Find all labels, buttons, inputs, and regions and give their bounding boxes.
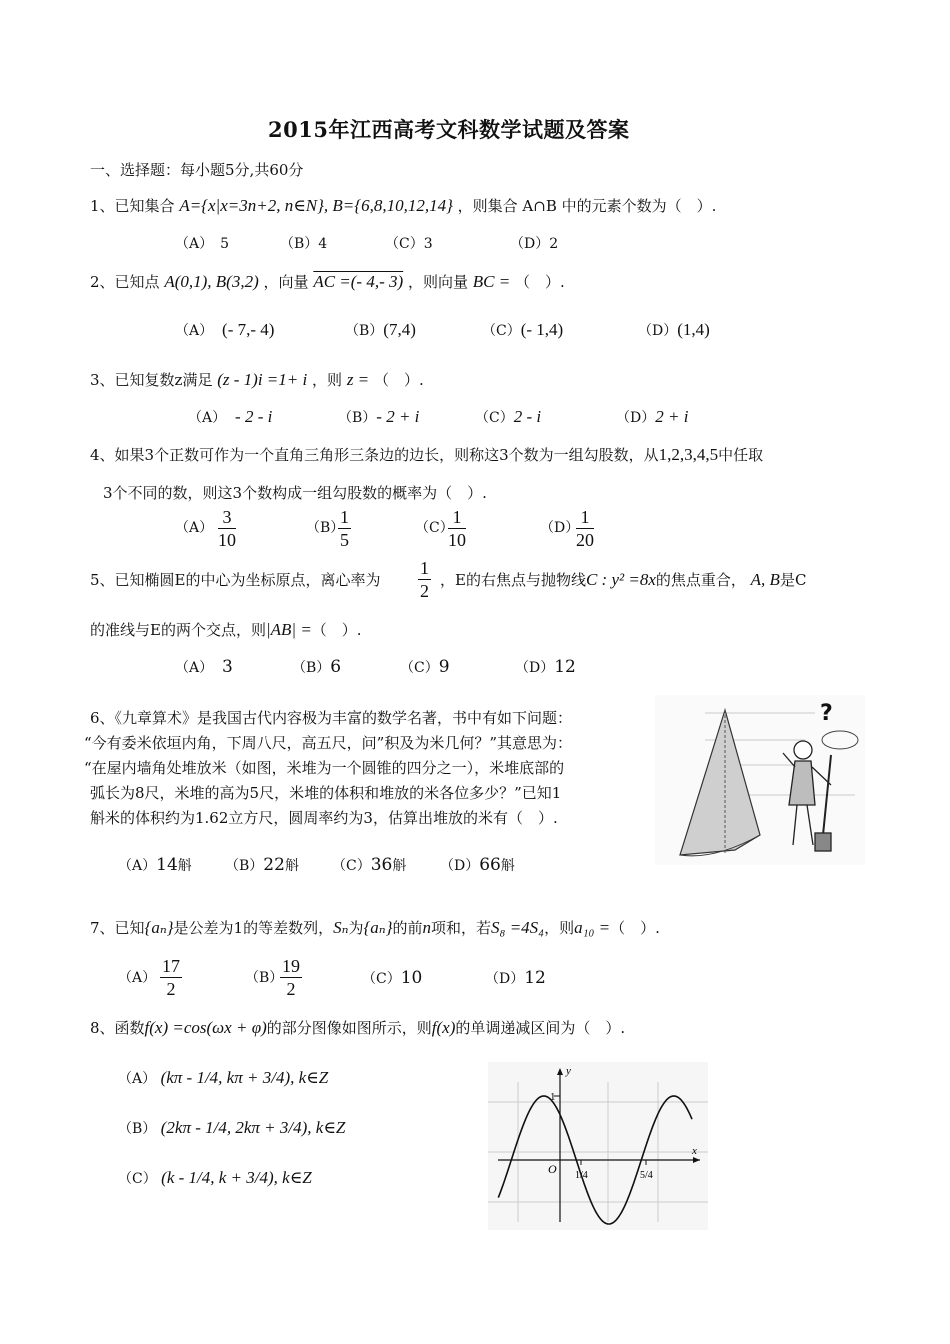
q7-option-a-label: （A）	[118, 970, 157, 986]
q4-option-a-label: （A）	[175, 520, 214, 536]
x-axis-label: x	[692, 1145, 697, 1157]
q1-option-a: （A） 5	[175, 236, 230, 252]
page-title: 2015年江西高考文科数学试题及答案	[268, 117, 630, 142]
q5-line2: 的准线与E的两个交点，则|AB| =（ ）.	[90, 620, 362, 639]
q1-stem: 1、已知集合 A={x|x=3n+2, n∈N}, B={6,8,10,12,14} ，则集合 A∩B 中的元素个数为（ ）.	[90, 196, 717, 215]
q4-option-d-label: （D）	[540, 520, 580, 536]
q5-option-d: （D）12	[515, 657, 576, 677]
q1-option-b: （B）4	[280, 236, 328, 252]
q5-eccentricity: $\frac{1}{2}$	[420, 558, 429, 601]
q1-option-c: （C）3	[385, 236, 433, 252]
q4-option-b-label: （B）	[306, 520, 345, 536]
q2-option-a: （A） (- 7,- 4)	[175, 320, 275, 339]
x-tick-quarter: 1/4	[575, 1170, 588, 1181]
q3-option-c: （C）2 - i	[475, 407, 542, 426]
q6-option-c: （C）36斛	[332, 855, 407, 875]
q4-option-a-fraction: $\frac{3}{10}$	[218, 507, 236, 550]
q1-option-d: （D）2	[510, 236, 559, 252]
q4-line1: 4、如果3个正数可作为一个直角三角形三条边的边长，则称这3个数为一组勾股数，从1,2,3,4,5中任取	[90, 445, 764, 464]
q8-stem: 8、函数f(x) =cos(ωx + φ)的部分图像如图所示，则f(x)的单调递减区间为（ ）.	[90, 1018, 626, 1037]
q2-option-c: （C）(- 1,4)	[482, 320, 564, 339]
cosine-graph	[488, 1062, 708, 1230]
section-heading: 一、选择题：每小题5分,共60分	[90, 161, 304, 179]
q6-line5: 斛米的体积约为1.62立方尺，圆周率约为3，估算出堆放的米有（ ）.	[90, 809, 558, 827]
q8-option-b: （B） (2kπ - 1/4, 2kπ + 3/4), k∈Z	[118, 1118, 346, 1137]
q3-option-b: （B）- 2 + i	[338, 407, 420, 426]
q1-formula: A={x|x=3n+2, n∈N}, B={6,8,10,12,14}	[179, 196, 453, 215]
q2-option-d: （D）(1,4)	[638, 320, 710, 339]
q5-line1b: ，E的右焦点与抛物线C : y² =8x的焦点重合， A, B是C	[440, 570, 807, 589]
q5-option-c: （C）9	[400, 657, 450, 677]
q2-stem: 2、已知点 A(0,1), B(3,2) ，向量 AC =(- 4,- 3) ，则向量 BC = （ ）.	[90, 272, 565, 291]
question-mark-icon: ?	[820, 701, 833, 726]
q8-option-c: （C） (k - 1/4, k + 3/4), k∈Z	[118, 1168, 312, 1187]
q2-option-b: （B）(7,4)	[345, 320, 416, 339]
q7-option-a-fraction: $\frac{17}{2}$	[162, 956, 180, 999]
q3-stem: 3、已知复数z满足 (z - 1)i =1+ i ，则 z = （ ）.	[90, 370, 424, 389]
q5-option-a: （A） 3	[175, 657, 233, 677]
q7-option-b-fraction: $\frac{19}{2}$	[282, 956, 300, 999]
q4-option-b-fraction: $\frac{1}{5}$	[340, 507, 349, 550]
q3-option-d: （D）2 + i	[616, 407, 689, 426]
q7-stem: 7、已知{aₙ}是公差为1的等差数列，Sₙ为{aₙ}的前n项和，若S₈ =4S₄，则a₁₀ =（ ）.	[90, 918, 660, 937]
x-tick-five-quarters: 5/4	[640, 1170, 653, 1181]
y-tick-one: 1	[550, 1091, 556, 1103]
rice-pile-illustration	[655, 695, 865, 865]
q6-line3: “在屋内墙角处堆放米（如图，米堆为一个圆锥的四分之一），米堆底部的	[84, 759, 565, 777]
q6-option-d: （D）66斛	[440, 855, 515, 875]
q4-option-d-fraction: $\frac{1}{20}$	[576, 507, 594, 550]
q6-line1: 6、《九章算术》是我国古代内容极为丰富的数学名著，书中有如下问题：	[90, 709, 573, 727]
q6-option-b: （B）22斛	[225, 855, 299, 875]
q6-option-a: （A）14斛	[118, 855, 192, 875]
q4-line2: 3个不同的数，则这3个数构成一组勾股数的概率为（ ）.	[103, 484, 487, 502]
q6-line4: 弧长为8尺，米堆的高为5尺，米堆的体积和堆放的米各位多少？”已知1	[90, 784, 562, 802]
q7-option-b-label: （B）	[245, 970, 284, 986]
q3-option-a: （A） - 2 - i	[188, 407, 273, 426]
q5-line1a: 5、已知椭圆E的中心为坐标原点，离心率为	[90, 571, 381, 589]
q7-option-d: （D）12	[485, 968, 546, 988]
q8-option-a: （A） (kπ - 1/4, kπ + 3/4), k∈Z	[118, 1068, 329, 1087]
y-axis-label: y	[566, 1065, 571, 1077]
origin-label: O	[548, 1162, 557, 1176]
q4-option-c-fraction: $\frac{1}{10}$	[448, 507, 466, 550]
q5-option-b: （B）6	[292, 657, 342, 677]
q7-option-c: （C）10	[362, 968, 423, 988]
q4-option-c-label: （C）	[415, 520, 454, 536]
q6-line2: “今有委米依垣内角，下周八尺，高五尺，问”积及为米几何？”其意思为：	[84, 734, 573, 752]
